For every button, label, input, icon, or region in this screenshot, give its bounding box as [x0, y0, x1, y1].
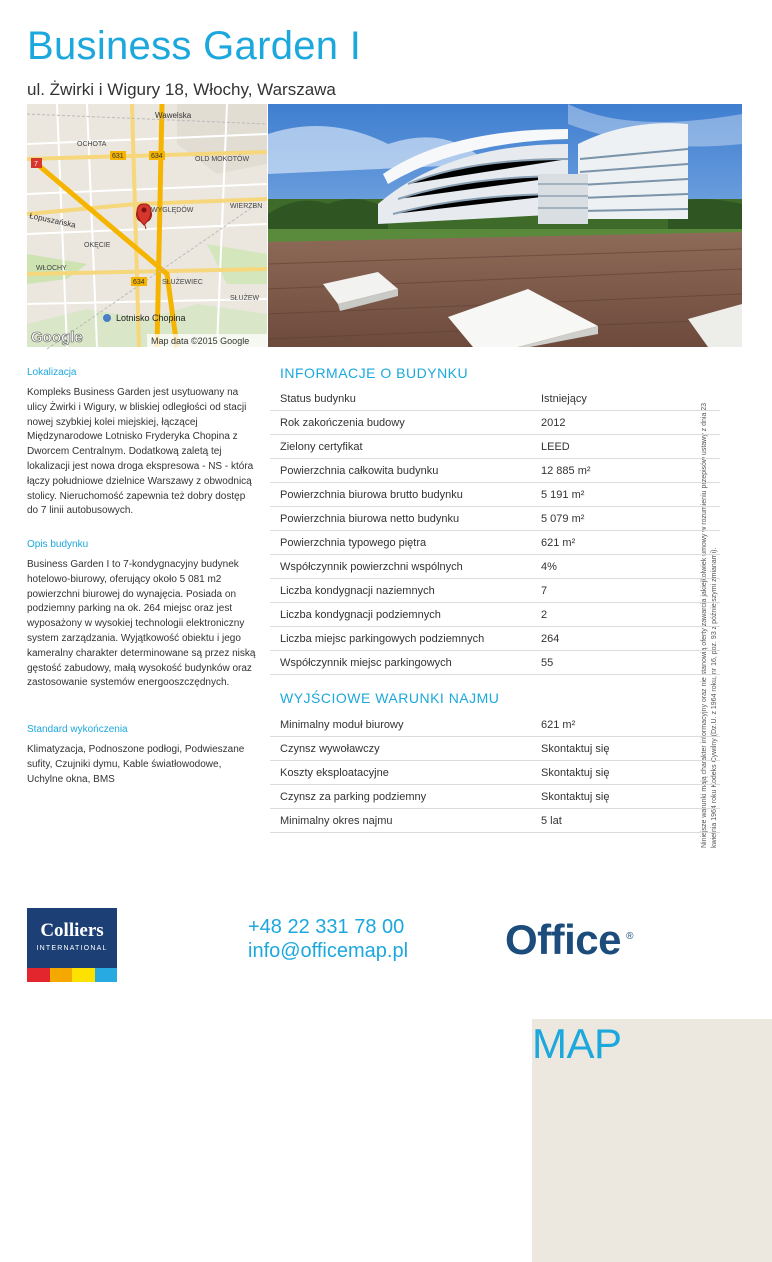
map-label-wygledow: WYGLĘDÓW — [151, 207, 194, 214]
table-row — [270, 555, 720, 579]
table-row — [270, 627, 720, 651]
row-value: 55 — [541, 656, 554, 669]
row-value: 621 m² — [541, 536, 576, 549]
map-label-7: 7 — [34, 161, 38, 168]
airport-icon — [103, 314, 111, 322]
row-label: Minimalny moduł biurowy — [280, 718, 404, 731]
page-address: ul. Żwirki i Wigury 18, Włochy, Warszawa — [27, 80, 336, 99]
table-row — [270, 435, 720, 459]
colliers-logo[interactable] — [27, 908, 117, 982]
row-label: Rok zakończenia budowy — [280, 416, 405, 429]
row-label: Powierzchnia typowego piętra — [280, 536, 427, 549]
table-row — [270, 603, 720, 627]
row-label: Powierzchnia biurowa netto budynku — [280, 512, 460, 525]
row-label: Współczynnik powierzchni wspólnych — [280, 560, 463, 573]
row-label: Liczba miejsc parkingowych podziemnych — [280, 632, 485, 645]
row-value: LEED — [541, 440, 570, 453]
location-section — [27, 367, 257, 519]
table-row — [270, 531, 720, 555]
row-label: Zielony certyfikat — [280, 440, 363, 453]
rental-terms-heading: WYJŚCIOWE WARUNKI NAJMU — [280, 690, 500, 706]
legal-disclaimer: Niniejsze warunki mają charakter informacyjny oraz nie stanowią oferty zawarcia jakiejkolwiek umowy w rozumieniu przepisów ustawy z dnia 23 kwietnia 1964 roku Kodeks Cywilny (Dz.U. z 1964 roku, nr 16, poz. 93 z późniejszymi zmianami). — [701, 402, 718, 848]
map-canvas — [27, 104, 267, 347]
table-row — [270, 651, 720, 675]
map-label-airport: Lotnisko Chopina — [116, 313, 186, 323]
map-label-ochota: OCHOTA — [77, 141, 107, 148]
row-value: Istniejący — [541, 392, 587, 405]
map-label-sluzew: SŁUŻEW — [230, 295, 260, 302]
row-value: Skontaktuj się — [541, 790, 610, 803]
contact-block — [248, 915, 408, 963]
description-text: Business Garden I to 7-kondygnacyjny budynek hotelowo-biurowy, oferujący około 5 081 m2 powierzchni biurowej do wynajęcia. Posiada on podziemny parking na ok. 264 miejsc oraz jest wyposażony w wysokiej technologii elektroniczny system zarządzania. Wyjątkowość obiektu i jego kameralny charakter determinowane są przez niską gęstość zabudowy, małą wysokość budynków oraz zastosowanie systemów energooszczędnych. — [27, 559, 256, 689]
row-value: 12 885 m² — [541, 464, 591, 477]
map-attribution: Map data ©2015 Google — [151, 336, 250, 346]
row-label: Liczba kondygnacji podziemnych — [280, 608, 441, 621]
row-label: Czynsz wywoławczy — [280, 742, 380, 755]
officemap-logo[interactable] — [505, 915, 634, 1067]
row-value: 2012 — [541, 416, 566, 429]
row-label: Powierzchnia biurowa brutto budynku — [280, 488, 463, 501]
row-label: Czynsz za parking podziemny — [280, 790, 427, 803]
location-text: Kompleks Business Garden jest usytuowany na ulicy Żwirki i Wigury, w bliskiej odległości od stacji nowej szybkiej kolei miejskiej, łączącej Międzynarodowe Lotnisko Fryderyka Chopina z Dworcem Centralnym. Dodatkową zaletą tej lokalizacji jest nowa droga ekspresowa - NS - która łączy południowe dzielnice Warszawy z obwodnicą stolicy. Nieruchomość zapewnia też dobry dostęp do 7 linii autobusowych. — [27, 387, 254, 517]
map-label-lopuszanska: Łopuszańska — [28, 211, 77, 230]
finish-heading: Standard wykończenia — [27, 724, 128, 735]
location-heading: Lokalizacja — [27, 367, 77, 378]
row-value: Skontaktuj się — [541, 766, 610, 779]
map-label-old-mokotow: OLD MOKOTÓW — [195, 156, 250, 163]
building-photo — [268, 104, 742, 347]
building-info-heading: INFORMACJE O BUDYNKU — [280, 365, 469, 381]
contact-phone[interactable]: +48 22 331 78 00 — [248, 916, 405, 938]
google-logo: Google — [31, 329, 83, 346]
map-label-wlochy: WŁOCHY — [36, 265, 67, 272]
location-map[interactable] — [27, 104, 267, 347]
table-row — [270, 507, 720, 531]
table-row — [270, 737, 720, 761]
colliers-logo-sub: INTERNATIONAL — [36, 945, 108, 952]
building-photo-image — [268, 104, 742, 347]
building-info-table — [270, 387, 720, 675]
row-label: Liczba kondygnacji naziemnych — [280, 584, 435, 597]
map-label-634b: 634 — [133, 279, 145, 286]
finish-text: Klimatyzacja, Podnoszone podłogi, Podwieszane sufity, Czujniki dymu, Kable światłowodowe, Uchylne okna, BMS — [27, 744, 245, 785]
map-label-631: 631 — [112, 153, 124, 160]
row-value: 5 079 m² — [541, 512, 585, 525]
map-label-wawelska: Wawelska — [155, 111, 192, 120]
row-value: 4% — [541, 560, 557, 573]
row-value: Skontaktuj się — [541, 742, 610, 755]
row-value: 2 — [541, 608, 548, 621]
map-label-sluzewiec: SŁUŻEWIEC — [162, 279, 203, 286]
rental-terms-table — [270, 713, 720, 833]
table-row — [270, 387, 720, 411]
row-value: 264 — [541, 632, 560, 645]
row-label: Status budynku — [280, 392, 356, 405]
row-label: Koszty eksploatacyjne — [280, 766, 389, 779]
table-row — [270, 483, 720, 507]
row-value: 5 lat — [541, 814, 562, 827]
map-label-wierzbno: WIERZBN — [230, 203, 263, 210]
contact-email[interactable]: info@officemap.pl — [248, 940, 409, 962]
description-heading: Opis budynku — [27, 539, 89, 550]
map-label-okecie: OKĘCIE — [84, 242, 111, 249]
table-row — [270, 411, 720, 435]
table-row — [270, 459, 720, 483]
row-value: 621 m² — [541, 718, 576, 731]
row-value: 7 — [541, 584, 548, 597]
colliers-logo-name: Colliers — [40, 920, 104, 941]
table-row — [270, 809, 720, 833]
table-row — [270, 761, 720, 785]
colliers-logo-stripes — [27, 968, 117, 982]
row-value: 5 191 m² — [541, 488, 585, 501]
row-label: Powierzchnia całkowita budynku — [280, 464, 439, 477]
table-row — [270, 785, 720, 809]
officemap-logo-office: Office — [505, 916, 622, 963]
row-label: Współczynnik miejsc parkingowych — [280, 656, 452, 669]
row-label: Minimalny okres najmu — [280, 814, 393, 827]
table-row — [270, 713, 720, 737]
officemap-logo-map: MAP — [532, 1019, 772, 1262]
map-label-634a: 634 — [151, 153, 163, 160]
page-title: Business Garden I — [27, 24, 362, 68]
description-section — [27, 539, 257, 691]
registered-mark: ® — [626, 931, 634, 942]
finish-section — [27, 724, 257, 787]
table-row — [270, 579, 720, 603]
